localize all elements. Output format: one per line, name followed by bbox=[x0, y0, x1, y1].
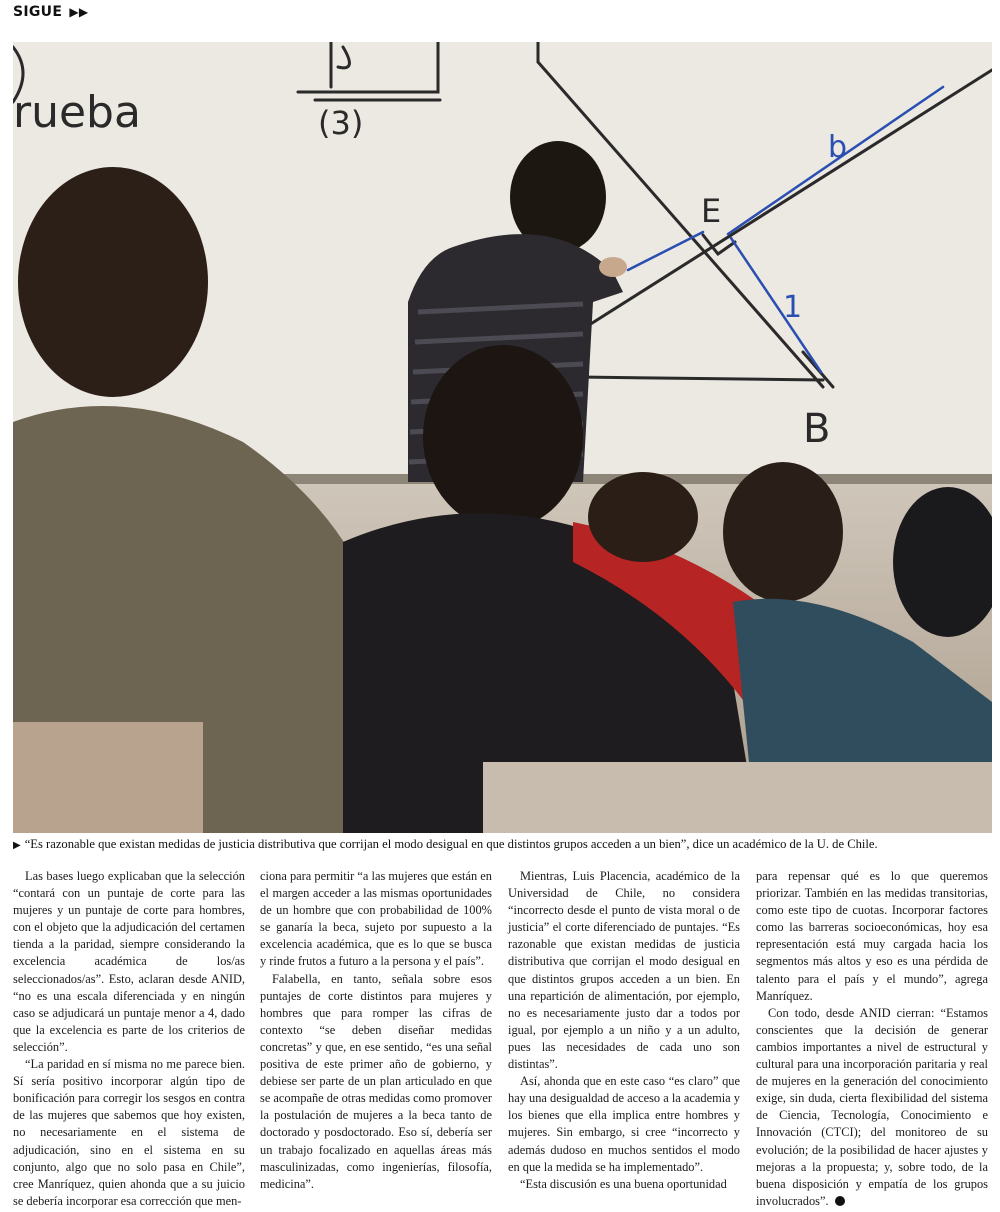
article-column-2 bbox=[260, 868, 492, 1193]
paragraph: Así, ahonda que en este caso “es claro” que hay una desigualdad de acceso a la academia y los bienes que ella implica entre hombres y mujeres. Sin embargo, si cree “incorrecto y además dudoso en muchos sentidos el modo en que la medida se ha implementado”. bbox=[508, 1074, 740, 1174]
classroom-photo bbox=[13, 42, 992, 833]
article-body bbox=[13, 868, 993, 1208]
paragraph: “La paridad en sí misma no me parece bien. Sí sería positivo incorporar algún tipo de bonificación para corregir los sesgos en contra de las mujeres que sabemos que hoy existen, no necesariamente en el sistema de adjudicación, sino en el sistema en su conjunto, algo que no solo pasa en Chile”, cree Manríquez, quien ahonda que a su juicio se debería incorporar esa corrección que men- bbox=[13, 1057, 245, 1208]
article-column-4 bbox=[756, 868, 988, 1210]
article-column-3 bbox=[508, 868, 740, 1193]
board-label-e: E bbox=[701, 192, 722, 230]
paragraph: Mientras, Luis Placencia, académico de la Universidad de Chile, no considera “incorrecto desde el punto de vista moral o de justicia” el corte diferenciado de puntajes. “Es razonable que existan medidas de justicia distributiva que corrijan el modo desigual en que distintos grupos acceden a un bien. En una repartición de alimentación, por ejemplo, no es necesariamente justo dar a todos por igual, por ejemplo a un niño y a un adulto, pues las necesidades de cada uno son distintas”. bbox=[508, 869, 740, 1072]
paragraph bbox=[756, 1005, 988, 1210]
paragraph: “Esta discusión es una buena oportunidad bbox=[520, 1176, 727, 1191]
board-label-b: B bbox=[803, 406, 831, 452]
caption-text: “Es razonable que existan medidas de justicia distributiva que corrijan el modo desigual en que distintos grupos acceden a un bien”, dice un académico de la U. de Chile. bbox=[24, 837, 878, 851]
board-label-one: 1 bbox=[783, 290, 803, 325]
article-column-1 bbox=[13, 868, 245, 1210]
double-arrow-icon: ▶▶ bbox=[69, 5, 89, 19]
sigue-text: SIGUE bbox=[13, 4, 63, 20]
board-text-prueba: rueba bbox=[13, 87, 141, 138]
paragraph: ciona para permitir “a las mujeres que están en el margen acceder a las mismas oportunidades de un hombre que con probabilidad de 100% se ganaría la beca, sujeto por supuesto a la excelencia académica, que es lo que se busca y rinde frutos a futuro a la persona y el país”. bbox=[260, 869, 492, 969]
paragraph: Las bases luego explicaban que la selección “contará con un puntaje de corte para las mujeres y un puntaje de corte para hombres, con el objeto que la adjudicación del certamen tienda a la paridad, siempre considerando la excelencia académica de los/as seleccionados/as”. Esto, aclaran desde ANID, “no es una escala diferenciada y en ningún caso se adjudicará un puntaje menor a 4, dado que la excelencia es parte de los criterios de selección”. bbox=[13, 869, 245, 1054]
closing-paragraph-text: Con todo, desde ANID cierran: “Estamos conscientes que la decisión de generar cambios importantes a nivel de estructural y cultural para una incorporación paritaria y real de mujeres en la generación del conocimiento exige, sin duda, cierta flexibilidad del sistema de Ciencia, Tecnología, Conocimiento e Innovación (CTCI); del monitoreo de su evolución; de la posibilidad de hacer ajustes y mejoras a la propuesta; y, sobre todo, de la buena disposición y empatía de los grupos involucrados”. bbox=[756, 1005, 988, 1208]
caption-arrow-icon: ▶ bbox=[13, 840, 21, 851]
paragraph: Falabella, en tanto, señala sobre esos puntajes de corte distintos para mujeres y hombres que para romper las cifras de contexto “se deben diseñar medidas concretas” y que, en ese sentido, “es una señal positiva de este primer año de gobierno, y debiese ser parte de un plan articulado en que se acompañe de otras medidas como promover la postulación de mujeres a la beca tanto de doctorado y posdoctorado. Eso sí, debería ser un trabajo focalizado en aquellas áreas más masculinizadas, como ingenierías, filosofía, medicina”. bbox=[260, 971, 492, 1191]
photo-caption bbox=[13, 836, 993, 854]
board-text-three: (3) bbox=[318, 104, 364, 142]
paragraph: para repensar qué es lo que queremos priorizar. También en las medidas transitorias, como este tipo de cuotas. Incorporar factores como las barreras socioeconómicas, hoy esa representación está muy cargada hacia los segmentos más altos y eso es una pérdida de talento para el país y el mundo”, agrega Manríquez. bbox=[756, 869, 988, 1003]
board-label-small-b: b bbox=[828, 130, 848, 165]
continuation-label bbox=[13, 4, 88, 20]
end-of-article-icon bbox=[835, 1196, 845, 1206]
